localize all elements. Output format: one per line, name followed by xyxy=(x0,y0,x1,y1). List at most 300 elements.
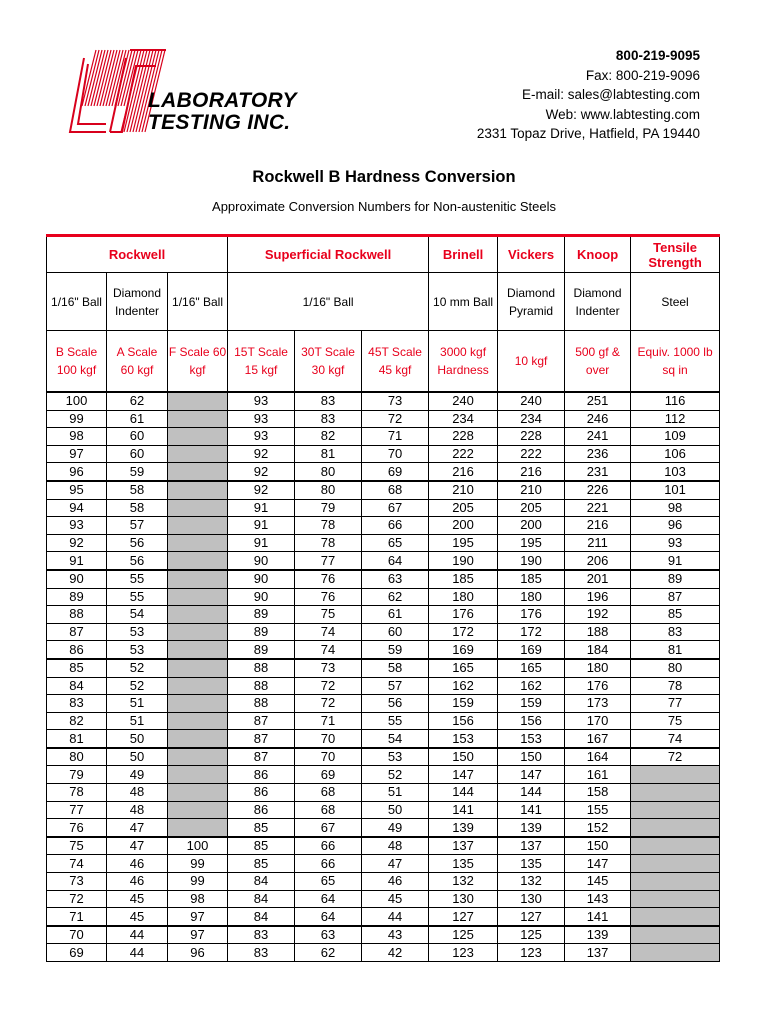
table-cell: 190 xyxy=(429,552,498,570)
group-superficial: Superficial Rockwell xyxy=(228,236,429,273)
table-cell: 165 xyxy=(429,659,498,677)
table-cell: 101 xyxy=(631,481,720,499)
indenter-vickers-line1: Diamond xyxy=(507,285,556,300)
table-cell xyxy=(168,499,228,517)
table-cell: 46 xyxy=(107,873,168,891)
table-row xyxy=(47,410,720,428)
table-cell xyxy=(631,890,720,908)
table-cell xyxy=(168,588,228,606)
table-cell: 61 xyxy=(362,606,429,624)
table-cell: 89 xyxy=(228,606,295,624)
phone-number: 800-219-9095 xyxy=(615,48,700,63)
table-row xyxy=(47,659,720,677)
table-cell: 200 xyxy=(498,517,565,535)
table-cell: 85 xyxy=(228,837,295,855)
table-cell: 226 xyxy=(565,481,631,499)
table-cell: 78 xyxy=(47,784,107,802)
indenter-f: 1/16" Ball xyxy=(168,273,228,331)
table-cell xyxy=(168,623,228,641)
table-cell: 92 xyxy=(47,534,107,552)
table-cell: 55 xyxy=(107,588,168,606)
scale-header-line1: B Scale xyxy=(55,345,98,359)
indenter-row xyxy=(47,273,720,331)
table-cell: 67 xyxy=(295,819,362,837)
table-cell: 80 xyxy=(295,481,362,499)
table-cell xyxy=(168,481,228,499)
table-cell xyxy=(168,801,228,819)
table-cell: 54 xyxy=(107,606,168,624)
table-cell: 46 xyxy=(107,855,168,873)
table-cell: 195 xyxy=(429,534,498,552)
table-cell: 83 xyxy=(228,944,295,962)
table-cell: 147 xyxy=(429,766,498,784)
table-cell: 144 xyxy=(429,784,498,802)
table-cell: 132 xyxy=(429,873,498,891)
table-cell: 180 xyxy=(565,659,631,677)
table-cell: 93 xyxy=(228,428,295,446)
table-cell: 155 xyxy=(565,801,631,819)
table-cell: 231 xyxy=(565,463,631,481)
conversion-table xyxy=(46,234,720,962)
table-cell: 84 xyxy=(47,677,107,695)
table-cell: 89 xyxy=(228,623,295,641)
table-row xyxy=(47,730,720,748)
table-cell xyxy=(168,392,228,410)
table-cell: 85 xyxy=(47,659,107,677)
table-cell: 112 xyxy=(631,410,720,428)
table-cell: 135 xyxy=(429,855,498,873)
table-cell: 164 xyxy=(565,748,631,766)
table-cell: 93 xyxy=(228,410,295,428)
table-cell: 86 xyxy=(228,766,295,784)
table-cell: 50 xyxy=(107,748,168,766)
table-cell: 68 xyxy=(295,801,362,819)
table-row xyxy=(47,677,720,695)
table-cell: 78 xyxy=(295,517,362,535)
table-cell: 85 xyxy=(228,855,295,873)
table-cell: 58 xyxy=(107,499,168,517)
table-cell: 90 xyxy=(47,570,107,588)
table-cell: 88 xyxy=(228,677,295,695)
table-cell xyxy=(168,463,228,481)
table-cell: 125 xyxy=(498,926,565,944)
table-cell: 55 xyxy=(107,570,168,588)
group-tensile-line1: Tensile xyxy=(653,239,697,255)
scale-header-cell xyxy=(631,331,720,393)
table-cell: 158 xyxy=(565,784,631,802)
table-cell: 75 xyxy=(295,606,362,624)
street-address: 2331 Topaz Drive, Hatfield, PA 19440 xyxy=(476,126,700,141)
table-row xyxy=(47,695,720,713)
table-row xyxy=(47,944,720,962)
table-cell: 169 xyxy=(498,641,565,659)
table-cell: 80 xyxy=(631,659,720,677)
table-row xyxy=(47,499,720,517)
table-cell: 176 xyxy=(498,606,565,624)
indenter-tensile: Steel xyxy=(631,273,720,331)
table-cell xyxy=(168,659,228,677)
table-cell: 216 xyxy=(498,463,565,481)
table-cell: 130 xyxy=(498,890,565,908)
table-cell: 86 xyxy=(228,784,295,802)
table-row xyxy=(47,819,720,837)
indenter-brinell: 10 mm Ball xyxy=(429,273,498,331)
table-cell: 77 xyxy=(295,552,362,570)
company-name-line1: LABORATORY xyxy=(148,89,297,112)
table-cell: 52 xyxy=(362,766,429,784)
table-row xyxy=(47,926,720,944)
table-cell: 91 xyxy=(47,552,107,570)
table-row xyxy=(47,552,720,570)
scale-row xyxy=(47,331,720,393)
table-cell xyxy=(168,766,228,784)
table-cell xyxy=(168,534,228,552)
table-cell: 97 xyxy=(168,926,228,944)
table-cell: 45 xyxy=(362,890,429,908)
table-cell: 65 xyxy=(362,534,429,552)
table-cell: 192 xyxy=(565,606,631,624)
table-cell: 216 xyxy=(565,517,631,535)
table-cell: 176 xyxy=(565,677,631,695)
table-cell: 52 xyxy=(107,659,168,677)
table-cell: 70 xyxy=(47,926,107,944)
scale-header-cell xyxy=(498,331,565,393)
table-cell: 92 xyxy=(228,463,295,481)
indenter-knoop-line1: Diamond xyxy=(573,285,622,300)
table-row xyxy=(47,837,720,855)
group-knoop: Knoop xyxy=(565,236,631,273)
table-cell: 79 xyxy=(295,499,362,517)
scale-header-line2: 100 kgf xyxy=(56,363,97,377)
table-cell: 78 xyxy=(631,677,720,695)
table-cell: 66 xyxy=(295,855,362,873)
scale-header-line2: 15 kgf xyxy=(244,363,278,377)
table-cell xyxy=(631,873,720,891)
table-cell: 49 xyxy=(107,766,168,784)
table-row xyxy=(47,890,720,908)
table-cell: 49 xyxy=(362,819,429,837)
table-cell: 52 xyxy=(107,677,168,695)
table-cell: 123 xyxy=(498,944,565,962)
table-cell: 180 xyxy=(429,588,498,606)
scale-header-line2: over xyxy=(585,363,610,377)
table-cell: 91 xyxy=(228,534,295,552)
table-cell: 54 xyxy=(362,730,429,748)
table-row xyxy=(47,908,720,926)
table-cell: 73 xyxy=(362,392,429,410)
table-cell: 60 xyxy=(107,445,168,463)
table-row xyxy=(47,428,720,446)
table-cell: 141 xyxy=(498,801,565,819)
table-cell: 57 xyxy=(107,517,168,535)
table-cell: 95 xyxy=(47,481,107,499)
table-cell: 59 xyxy=(362,641,429,659)
table-cell: 71 xyxy=(362,428,429,446)
table-cell: 88 xyxy=(228,695,295,713)
table-cell: 222 xyxy=(429,445,498,463)
table-cell: 51 xyxy=(362,784,429,802)
group-rockwell: Rockwell xyxy=(47,236,228,273)
table-cell: 156 xyxy=(429,712,498,730)
table-cell: 75 xyxy=(631,712,720,730)
table-cell: 45 xyxy=(107,890,168,908)
indenter-knoop xyxy=(565,273,631,331)
table-cell: 86 xyxy=(228,801,295,819)
table-cell: 228 xyxy=(429,428,498,446)
table-cell: 80 xyxy=(295,463,362,481)
table-cell: 153 xyxy=(429,730,498,748)
table-cell: 132 xyxy=(498,873,565,891)
indenter-a xyxy=(107,273,168,331)
group-tensile-line2: Strength xyxy=(648,254,702,270)
table-cell: 125 xyxy=(429,926,498,944)
table-cell: 60 xyxy=(107,428,168,446)
table-cell: 144 xyxy=(498,784,565,802)
table-cell: 93 xyxy=(47,517,107,535)
table-cell: 210 xyxy=(429,481,498,499)
table-cell xyxy=(631,784,720,802)
table-cell: 162 xyxy=(429,677,498,695)
table-cell: 92 xyxy=(228,445,295,463)
table-row xyxy=(47,801,720,819)
table-cell: 61 xyxy=(107,410,168,428)
table-cell: 64 xyxy=(362,552,429,570)
table-cell: 97 xyxy=(168,908,228,926)
table-cell: 96 xyxy=(631,517,720,535)
table-cell: 44 xyxy=(362,908,429,926)
table-cell: 44 xyxy=(107,944,168,962)
table-cell: 72 xyxy=(631,748,720,766)
table-cell: 76 xyxy=(47,819,107,837)
table-row xyxy=(47,445,720,463)
table-cell: 56 xyxy=(107,534,168,552)
table-row xyxy=(47,392,720,410)
table-cell: 70 xyxy=(295,730,362,748)
scale-header-line1: 10 kgf xyxy=(514,354,548,368)
table-cell: 246 xyxy=(565,410,631,428)
table-cell: 44 xyxy=(107,926,168,944)
table-cell: 94 xyxy=(47,499,107,517)
table-cell: 83 xyxy=(295,410,362,428)
table-cell xyxy=(631,819,720,837)
table-cell: 77 xyxy=(631,695,720,713)
table-cell: 228 xyxy=(498,428,565,446)
table-cell: 173 xyxy=(565,695,631,713)
table-cell: 159 xyxy=(498,695,565,713)
fax-number: Fax: 800-219-9096 xyxy=(585,67,700,83)
table-cell: 53 xyxy=(362,748,429,766)
table-cell: 241 xyxy=(565,428,631,446)
table-cell: 88 xyxy=(47,606,107,624)
indenter-a-line2: Indenter xyxy=(114,303,160,318)
table-cell: 62 xyxy=(362,588,429,606)
scale-header-cell xyxy=(228,331,295,393)
table-cell: 165 xyxy=(498,659,565,677)
scale-header-line1: 15T Scale xyxy=(234,345,288,359)
table-cell xyxy=(631,801,720,819)
table-cell: 90 xyxy=(228,570,295,588)
table-cell: 78 xyxy=(295,534,362,552)
table-cell: 56 xyxy=(362,695,429,713)
table-cell: 170 xyxy=(565,712,631,730)
table-cell xyxy=(168,445,228,463)
table-cell: 48 xyxy=(107,801,168,819)
table-cell: 176 xyxy=(429,606,498,624)
table-cell: 251 xyxy=(565,392,631,410)
table-row xyxy=(47,534,720,552)
table-cell xyxy=(168,748,228,766)
table-row xyxy=(47,606,720,624)
contact-block xyxy=(477,46,700,144)
table-cell: 156 xyxy=(498,712,565,730)
table-cell: 89 xyxy=(228,641,295,659)
table-cell: 147 xyxy=(498,766,565,784)
table-cell: 62 xyxy=(107,392,168,410)
table-cell: 210 xyxy=(498,481,565,499)
table-cell: 100 xyxy=(47,392,107,410)
table-cell: 152 xyxy=(565,819,631,837)
table-row xyxy=(47,570,720,588)
table-cell xyxy=(168,784,228,802)
table-cell: 83 xyxy=(631,623,720,641)
table-cell xyxy=(168,410,228,428)
table-cell: 201 xyxy=(565,570,631,588)
table-row xyxy=(47,873,720,891)
table-cell: 83 xyxy=(47,695,107,713)
table-cell: 103 xyxy=(631,463,720,481)
indenter-superficial: 1/16" Ball xyxy=(228,273,429,331)
table-cell: 137 xyxy=(498,837,565,855)
table-cell: 60 xyxy=(362,623,429,641)
table-cell: 50 xyxy=(362,801,429,819)
table-cell xyxy=(168,677,228,695)
group-tensile xyxy=(631,236,720,273)
table-cell xyxy=(631,837,720,855)
scale-header-cell xyxy=(429,331,498,393)
table-cell: 98 xyxy=(168,890,228,908)
table-cell: 206 xyxy=(565,552,631,570)
table-cell: 82 xyxy=(47,712,107,730)
table-cell: 167 xyxy=(565,730,631,748)
table-cell xyxy=(168,730,228,748)
table-cell: 196 xyxy=(565,588,631,606)
indenter-a-line1: Diamond xyxy=(112,285,162,300)
table-cell: 74 xyxy=(295,623,362,641)
table-cell: 55 xyxy=(362,712,429,730)
table-cell xyxy=(168,819,228,837)
scale-header-cell xyxy=(47,331,107,393)
table-cell: 109 xyxy=(631,428,720,446)
scale-header-line1: 3000 kgf xyxy=(440,345,487,359)
table-cell: 87 xyxy=(631,588,720,606)
scale-header-line2: 45 kgf xyxy=(378,363,412,377)
table-cell: 162 xyxy=(498,677,565,695)
table-cell: 172 xyxy=(498,623,565,641)
table-cell: 84 xyxy=(228,890,295,908)
table-cell: 65 xyxy=(295,873,362,891)
table-cell: 137 xyxy=(429,837,498,855)
table-cell: 87 xyxy=(228,730,295,748)
table-cell: 222 xyxy=(498,445,565,463)
table-cell: 216 xyxy=(429,463,498,481)
table-cell: 100 xyxy=(168,837,228,855)
table-cell: 68 xyxy=(295,784,362,802)
table-cell: 80 xyxy=(47,748,107,766)
page-subtitle: Approximate Conversion Numbers for Non-austenitic Steels xyxy=(212,199,556,214)
table-cell: 66 xyxy=(362,517,429,535)
scale-header-cell xyxy=(295,331,362,393)
table-cell: 99 xyxy=(168,873,228,891)
table-cell xyxy=(631,855,720,873)
scale-header-line1: Equiv. 1000 lb xyxy=(637,345,713,359)
table-cell: 150 xyxy=(429,748,498,766)
table-cell: 76 xyxy=(295,570,362,588)
table-cell: 169 xyxy=(429,641,498,659)
table-cell: 184 xyxy=(565,641,631,659)
table-cell: 68 xyxy=(362,481,429,499)
scale-header-line2: 30 kgf xyxy=(311,363,345,377)
scale-header-cell xyxy=(362,331,429,393)
table-cell: 130 xyxy=(429,890,498,908)
scale-header-cell xyxy=(565,331,631,393)
table-cell: 96 xyxy=(168,944,228,962)
table-cell: 71 xyxy=(295,712,362,730)
email-address: E-mail: sales@labtesting.com xyxy=(521,87,700,102)
table-cell: 127 xyxy=(498,908,565,926)
table-cell: 83 xyxy=(228,926,295,944)
table-row xyxy=(47,481,720,499)
table-cell: 48 xyxy=(107,784,168,802)
table-cell: 48 xyxy=(362,837,429,855)
table-cell xyxy=(168,606,228,624)
table-cell: 58 xyxy=(107,481,168,499)
table-cell: 172 xyxy=(429,623,498,641)
table-cell: 89 xyxy=(47,588,107,606)
table-cell: 57 xyxy=(362,677,429,695)
table-row xyxy=(47,748,720,766)
table-cell: 64 xyxy=(295,890,362,908)
scale-header-line1: A Scale xyxy=(116,345,158,359)
table-cell: 93 xyxy=(631,534,720,552)
table-cell: 64 xyxy=(295,908,362,926)
table-cell: 88 xyxy=(228,659,295,677)
table-cell: 137 xyxy=(565,944,631,962)
table-cell: 73 xyxy=(295,659,362,677)
table-cell: 185 xyxy=(498,570,565,588)
table-cell: 211 xyxy=(565,534,631,552)
group-brinell: Brinell xyxy=(429,236,498,273)
table-cell: 127 xyxy=(429,908,498,926)
table-cell: 74 xyxy=(631,730,720,748)
scale-header-line2: 60 kgf xyxy=(120,363,154,377)
table-cell: 53 xyxy=(107,623,168,641)
table-cell: 89 xyxy=(631,570,720,588)
table-cell: 99 xyxy=(47,410,107,428)
table-cell: 200 xyxy=(429,517,498,535)
table-row xyxy=(47,588,720,606)
table-cell: 161 xyxy=(565,766,631,784)
scale-header-line2: sq in xyxy=(662,363,688,377)
table-cell: 43 xyxy=(362,926,429,944)
table-cell: 92 xyxy=(228,481,295,499)
table-cell: 74 xyxy=(47,855,107,873)
table-cell: 69 xyxy=(295,766,362,784)
table-cell: 153 xyxy=(498,730,565,748)
table-cell: 143 xyxy=(565,890,631,908)
table-cell: 221 xyxy=(565,499,631,517)
table-cell xyxy=(631,908,720,926)
table-cell: 73 xyxy=(47,873,107,891)
